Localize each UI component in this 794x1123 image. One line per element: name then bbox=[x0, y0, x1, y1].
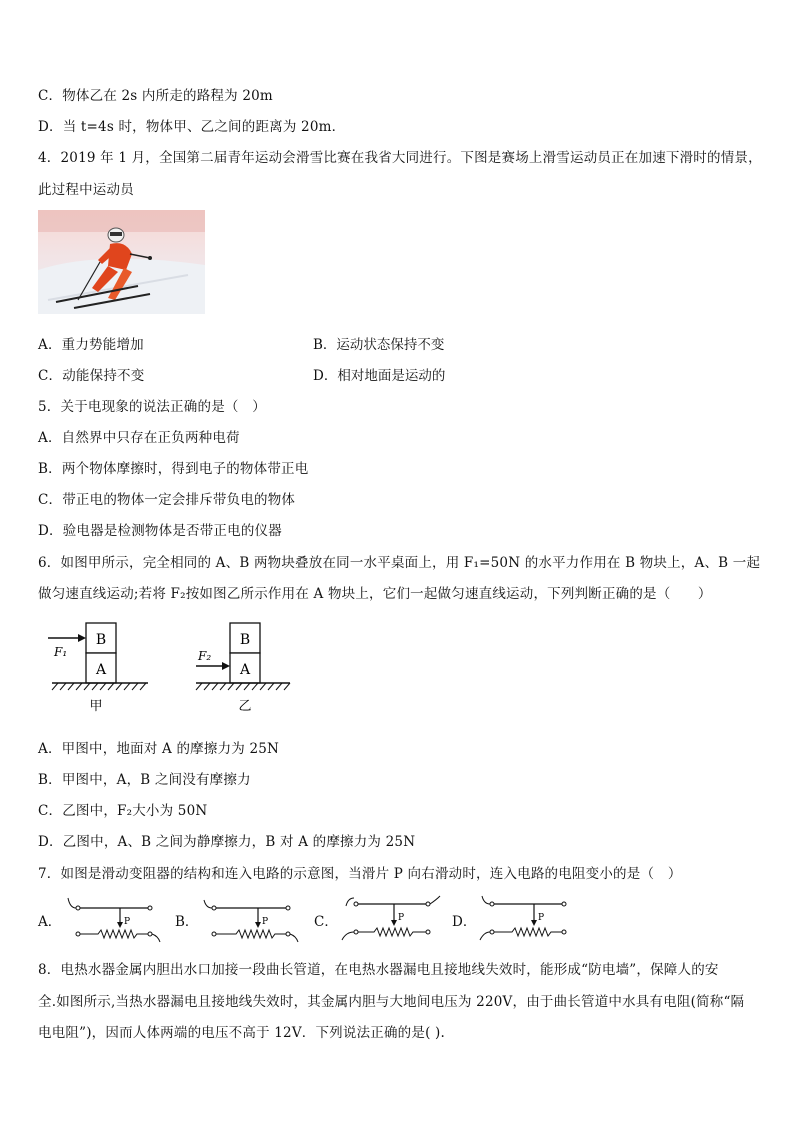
slider-p-label: P bbox=[124, 917, 131, 927]
q7-stem: 7．如图是滑动变阻器的结构和连入电路的示意图，当滑片 P 向右滑动时，连入电路的电阻变小的是（ ） bbox=[38, 866, 682, 882]
q7-option-d-label: D． bbox=[452, 914, 477, 930]
q3-option-c: C．物体乙在 2s 内所走的路程为 20m bbox=[38, 88, 273, 104]
q6-stem-line1: 6．如图甲所示，完全相同的 A、B 两物块叠放在同一水平桌面上，用 F₁=50N 的水平力作用在 B 物块上，A、B 一起 bbox=[38, 555, 761, 571]
q7-option-c-label: C． bbox=[314, 914, 338, 930]
q5-option-b: B．两个物体摩擦时，得到电子的物体带正电 bbox=[38, 461, 309, 477]
q6-option-a: A．甲图中，地面对 A 的摩擦力为 25N bbox=[38, 741, 280, 757]
rheostat-diagram-d bbox=[474, 894, 584, 944]
q4-option-c: C．动能保持不变 bbox=[38, 368, 145, 384]
slider-p-label: P bbox=[398, 913, 405, 923]
stacked-blocks-diagram-yi bbox=[190, 618, 300, 718]
q3-option-d: D．当 t=4s 时，物体甲、乙之间的距离为 20m． bbox=[38, 119, 346, 135]
q5-option-c: C．带正电的物体一定会排斥带负电的物体 bbox=[38, 492, 296, 508]
slider-p-label: P bbox=[538, 913, 545, 923]
slider-p-label: P bbox=[262, 917, 269, 927]
force-f1-label: F₁ bbox=[54, 645, 68, 659]
stacked-blocks-diagram-jia bbox=[44, 618, 154, 718]
q5-option-a: A．自然界中只存在正负两种电荷 bbox=[38, 430, 240, 446]
rheostat-diagram-c bbox=[336, 894, 446, 944]
q4-option-b: B．运动状态保持不变 bbox=[313, 337, 445, 353]
figure-caption-jia: 甲 bbox=[89, 699, 103, 714]
q5-option-d: D．验电器是检测物体是否带正电的仪器 bbox=[38, 523, 282, 539]
q4-option-a: A．重力势能增加 bbox=[38, 337, 144, 353]
rheostat-diagram-a bbox=[60, 896, 170, 944]
skier-photo bbox=[38, 210, 205, 314]
q6-option-b: B．甲图中，A，B 之间没有摩擦力 bbox=[38, 772, 251, 788]
block-a-label: A bbox=[95, 662, 107, 678]
force-f2-label: F₂ bbox=[198, 649, 212, 663]
figure-caption-yi: 乙 bbox=[238, 699, 252, 714]
block-a-label: A bbox=[239, 662, 251, 678]
q7-option-a-label: A． bbox=[38, 914, 62, 930]
block-b-label: B bbox=[95, 632, 107, 648]
q4-stem-line2: 此过程中运动员 bbox=[38, 182, 134, 198]
q4-stem-line1: 4．2019 年 1 月，全国第二届青年运动会滑雪比赛在我省大同进行。下图是赛场上滑雪运动员正在加速下滑时的情景， bbox=[38, 150, 762, 166]
q8-line2: 全.如图所示,当热水器漏电且接地线失效时，其金属内胆与大地间电压为 220V，由于曲长管道中水具有电阻(简称“隔 bbox=[38, 994, 745, 1010]
block-b-label: B bbox=[239, 632, 251, 648]
q8-line1: 8．电热水器金属内胆出水口加接一段曲长管道，在电热水器漏电且接地线失效时，能形成“防电墙”，保障人的安 bbox=[38, 962, 719, 978]
q6-stem-line2: 做匀速直线运动;若将 F₂按如图乙所示作用在 A 物块上，它们一起做匀速直线运动，下列判断正确的是（ ） bbox=[38, 586, 712, 602]
q7-option-b-label: B． bbox=[175, 914, 199, 930]
q4-option-d: D．相对地面是运动的 bbox=[313, 368, 446, 384]
q5-stem: 5．关于电现象的说法正确的是（ ） bbox=[38, 399, 266, 415]
q8-line3: 电电阻”)，因而人体两端的电压不高于 12V．下列说法正确的是( ). bbox=[38, 1025, 446, 1041]
q6-option-d: D．乙图中，A、B 之间为静摩擦力，B 对 A 的摩擦力为 25N bbox=[38, 834, 416, 850]
rheostat-diagram-b bbox=[198, 896, 308, 944]
q6-option-c: C．乙图中，F₂大小为 50N bbox=[38, 803, 208, 819]
